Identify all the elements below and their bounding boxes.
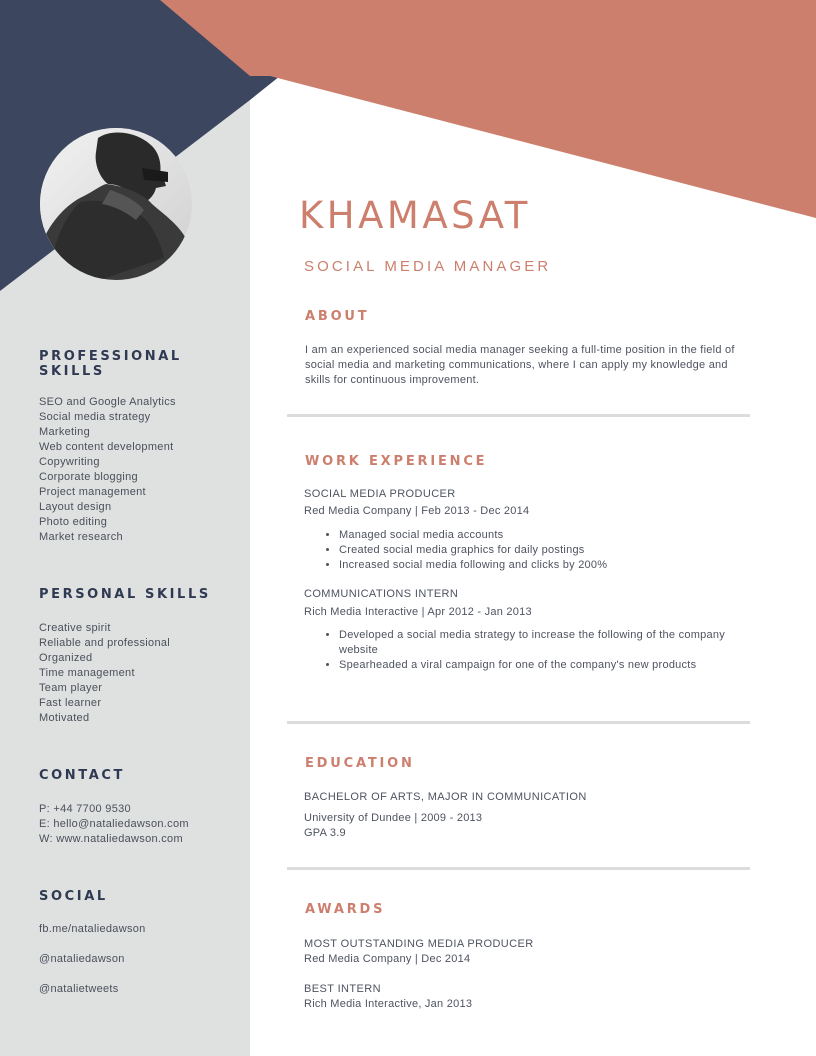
professional-skills-list: [39, 395, 239, 545]
job-meta-1: Red Media Company | Feb 2013 - Dec 2014: [304, 505, 530, 517]
contact-phone: P: +44 7700 9530: [39, 803, 131, 815]
job-meta-2: Rich Media Interactive | Apr 2012 - Jan 2013: [304, 606, 532, 618]
list-item: • Developed a social media strategy to increase the following of the company website: [339, 628, 759, 658]
list-item: Organized: [39, 652, 93, 664]
list-item: • Spearheaded a viral campaign for one of the company's new products: [339, 658, 759, 673]
person-silhouette-icon: [40, 128, 192, 280]
list-item: Marketing: [39, 426, 90, 438]
list-item: Team player: [39, 682, 103, 694]
list-item: Social media strategy: [39, 411, 151, 423]
contact-email[interactable]: E: hello@nataliedawson.com: [39, 818, 189, 830]
list-item: Creative spirit: [39, 622, 111, 634]
list-item: • Managed social media accounts: [339, 528, 759, 543]
personal-skills-list: [39, 621, 239, 726]
education-heading: EDUCATION: [305, 756, 415, 771]
list-item: • Created social media graphics for daily postings: [339, 543, 759, 558]
social-instagram[interactable]: @nataliedawson: [39, 953, 125, 965]
gpa: GPA 3.9: [304, 827, 346, 839]
list-item: Fast learner: [39, 697, 102, 709]
work-experience-heading: WORK EXPERIENCE: [305, 454, 488, 469]
social-facebook[interactable]: fb.me/nataliedawson: [39, 923, 146, 935]
school: University of Dundee | 2009 - 2013: [304, 812, 483, 824]
applicant-name: KHAMASAT: [299, 194, 531, 237]
job-title-1: SOCIAL MEDIA PRODUCER: [304, 488, 456, 500]
job-bullets-2: [304, 628, 759, 673]
award-meta-2: Rich Media Interactive, Jan 2013: [304, 998, 473, 1010]
list-item: Project management: [39, 486, 146, 498]
social-twitter[interactable]: @natalietweets: [39, 983, 119, 995]
social-heading: SOCIAL: [39, 889, 108, 904]
section-divider: [287, 721, 750, 724]
professional-skills-heading: PROFESSIONAL SKILLS: [39, 349, 182, 379]
profile-photo: [40, 128, 192, 280]
awards-heading: AWARDS: [305, 902, 386, 917]
section-divider: [287, 414, 750, 417]
personal-skills-heading: PERSONAL SKILLS: [39, 587, 211, 602]
list-item: SEO and Google Analytics: [39, 396, 176, 408]
award-title-1: MOST OUTSTANDING MEDIA PRODUCER: [304, 938, 534, 950]
award-title-2: BEST INTERN: [304, 983, 381, 995]
list-item: Time management: [39, 667, 135, 679]
section-divider: [287, 867, 750, 870]
list-item: Web content development: [39, 441, 174, 453]
contact-website[interactable]: W: www.nataliedawson.com: [39, 833, 183, 845]
list-item: Copywriting: [39, 456, 100, 468]
coral-overlap: [160, 0, 816, 218]
list-item: Corporate blogging: [39, 471, 138, 483]
list-item: Reliable and professional: [39, 637, 171, 649]
job-bullets-1: [304, 528, 759, 573]
list-item: • Increased social media following and clicks by 200%: [339, 558, 759, 573]
list-item: Photo editing: [39, 516, 108, 528]
job-title: SOCIAL MEDIA MANAGER: [304, 258, 552, 275]
about-heading: ABOUT: [305, 309, 370, 324]
contact-heading: CONTACT: [39, 768, 125, 783]
list-item: Layout design: [39, 501, 112, 513]
list-item: Market research: [39, 531, 123, 543]
about-text: I am an experienced social media manager seeking a full-time position in the field of social media and marketing communications, where I can apply my knowledge and skills for continuous improvement.: [305, 344, 735, 386]
degree: BACHELOR OF ARTS, MAJOR IN COMMUNICATION: [304, 791, 587, 803]
list-item: Motivated: [39, 712, 90, 724]
job-title-2: COMMUNICATIONS INTERN: [304, 588, 459, 600]
award-meta-1: Red Media Company | Dec 2014: [304, 953, 471, 965]
